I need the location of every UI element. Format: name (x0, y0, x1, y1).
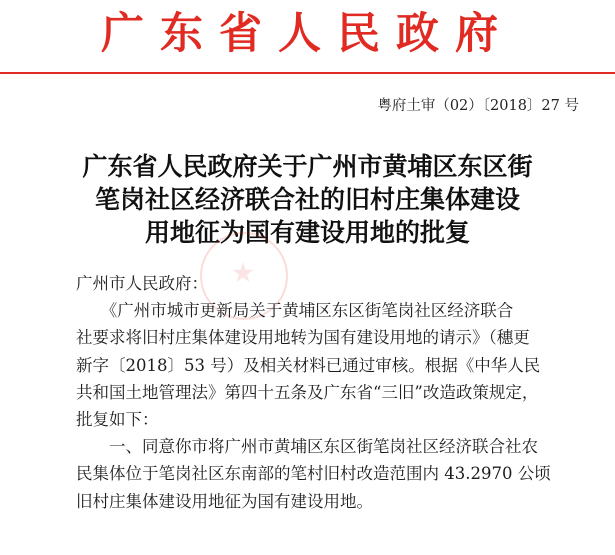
masthead-red-rule (0, 72, 615, 74)
body-line: 社要求将旧村庄集体建设用地转为国有建设用地的请示》（穗更 (76, 328, 530, 348)
title-line: 笔岗社区经济联合社的旧村庄集体建设 (94, 185, 520, 214)
masthead-title: 广东省人民政府 (101, 9, 514, 59)
addressee: 广州市人民政府： (76, 274, 208, 293)
document-title (40, 150, 575, 249)
document-number: 粤府土审（02）〔2018〕27 号 (377, 98, 579, 114)
title-line: 用地征为国有建设用地的批复 (144, 218, 470, 247)
body-line: 《广州市城市更新局关于黄埔区东区街笔岗社区经济联合 (76, 301, 514, 321)
body-line: 旧村庄集体建设用地征为国有建设用地。 (76, 491, 373, 511)
title-line: 广东省人民政府关于广州市黄埔区东区街 (82, 152, 533, 181)
body-line: 新字〔2018〕53 号）及相关材料已通过审核。根据《中华人民 (76, 355, 541, 375)
body-line: 民集体位于笔岗社区东南部的笔村旧村改造范围内 43.2970 公顷 (76, 464, 551, 484)
body-line: 一、同意你市将广州市黄埔区东区街笔岗社区经济联合社农 (76, 437, 538, 457)
document-body (76, 270, 596, 515)
body-line: 批复如下： (76, 410, 159, 430)
body-line: 共和国土地管理法》第四十五条及广东省“三旧”改造政策规定， (76, 382, 539, 402)
